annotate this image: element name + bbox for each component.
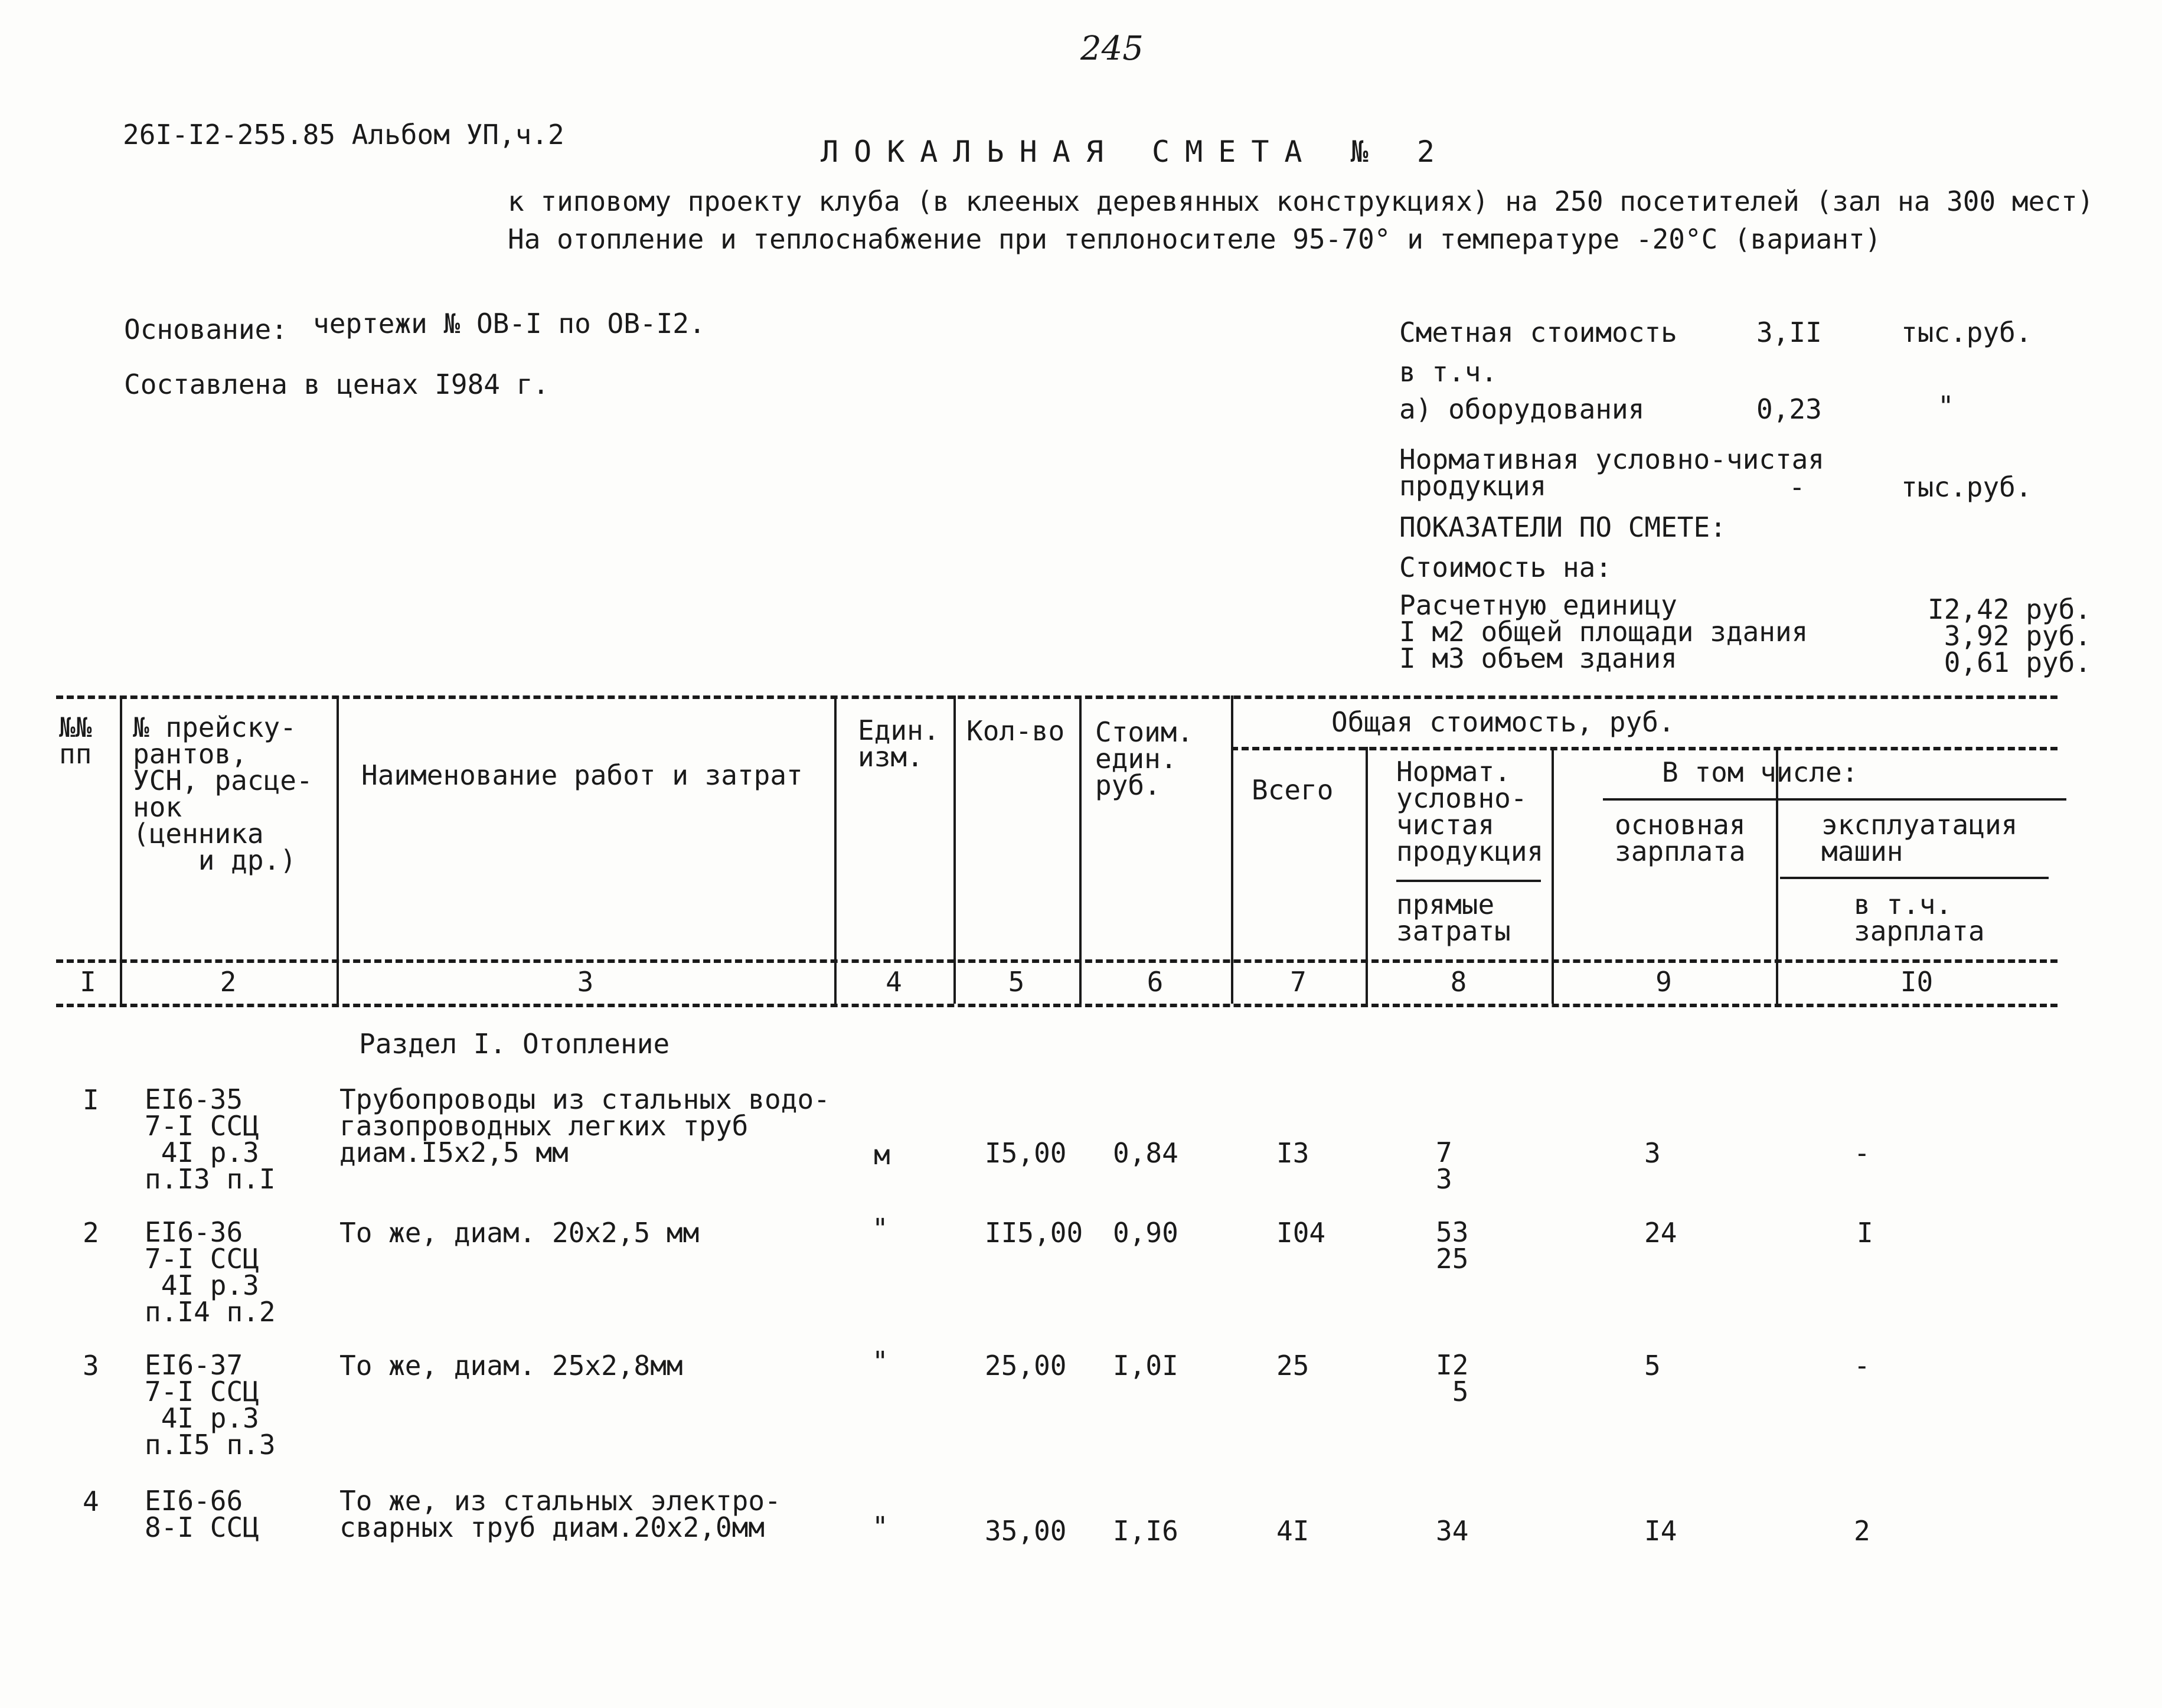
- normative-value: -: [1789, 471, 1805, 503]
- header-col-10-bottom: в т.ч. зарплата: [1854, 889, 1985, 948]
- row-machines: I: [1857, 1217, 1873, 1249]
- page-number: 245: [1080, 30, 1144, 68]
- estimate-cost-label: Сметная стоимость: [1399, 316, 1677, 348]
- header-bottom-rule: [56, 959, 2058, 963]
- col-divider-7: [1366, 747, 1368, 1004]
- column-number-3: 3: [577, 966, 594, 998]
- equipment-label: а) оборудования: [1399, 393, 1645, 425]
- row-salary: 5: [1644, 1350, 1661, 1382]
- column-number-5: 5: [1008, 966, 1025, 998]
- row-total: I3: [1276, 1137, 1309, 1169]
- row-number: 3: [83, 1350, 99, 1382]
- column-number-8: 8: [1450, 966, 1467, 998]
- estimate-cost-unit: тыс.руб.: [1901, 316, 2032, 348]
- row-unit: ": [872, 1346, 889, 1377]
- indicator-value-2: 3,92 руб.: [1944, 620, 2091, 652]
- prices-year: Составлена в ценах I984 г.: [124, 368, 550, 400]
- row-unit-price: I,I6: [1113, 1515, 1178, 1547]
- indicator-label-3: I м3 объем здания: [1399, 642, 1677, 674]
- col10-divider: [1780, 877, 2049, 879]
- col-divider-1: [120, 695, 122, 1004]
- header-col-6: Стоим. един. руб.: [1095, 716, 1194, 802]
- column-number-9: 9: [1655, 966, 1672, 998]
- column-number-1: I: [80, 966, 96, 998]
- header-col-8-top: Нормат. условно- чистая продукция: [1396, 756, 1544, 868]
- row-work-name: То же, из стальных электро- сварных труб диам.20х2,0мм: [339, 1485, 781, 1544]
- column-number-7: 7: [1290, 966, 1307, 998]
- indicators-label: ПОКАЗАТЕЛИ ПО СМЕТЕ:: [1399, 511, 1726, 543]
- header-col-2: № прейску- рантов, УСН, расце- нок (ценника и др.): [133, 711, 313, 877]
- subtitle-line-2: На отопление и теплоснабжение при теплоносителе 95-70° и температуре -20°С (вариант): [508, 223, 1882, 255]
- row-normative: I2 5: [1436, 1349, 1469, 1408]
- row-work-name: Трубопроводы из стальных водо- газопроводных легких труб диам.I5х2,5 мм: [339, 1083, 830, 1169]
- col-divider-8: [1552, 747, 1554, 1004]
- row-unit: ": [872, 1511, 889, 1543]
- indicator-label-1: Расчетную единицу: [1399, 589, 1677, 621]
- header-incl-group: В том числе:: [1662, 756, 1859, 788]
- header-col-3: Наименование работ и затрат: [361, 759, 803, 791]
- row-quantity: I5,00: [985, 1137, 1067, 1169]
- section-title: Раздел I. Отопление: [359, 1028, 670, 1060]
- row-salary: 24: [1644, 1217, 1677, 1249]
- row-work-name: То же, диам. 20х2,5 мм: [339, 1217, 700, 1249]
- row-quantity: II5,00: [985, 1217, 1083, 1249]
- header-col-9: основная зарплата: [1615, 809, 1746, 868]
- row-reference: ЕI6-35 7-I ССЦ 4I р.3 п.I3 п.I: [145, 1083, 276, 1196]
- row-reference: ЕI6-37 7-I ССЦ 4I р.3 п.I5 п.3: [145, 1349, 276, 1461]
- row-salary: 3: [1644, 1137, 1661, 1169]
- header-col-5: Кол-во: [966, 715, 1065, 747]
- row-normative: 7 3: [1436, 1137, 1452, 1196]
- normative-unit: тыс.руб.: [1901, 471, 2032, 503]
- row-normative: 34: [1436, 1515, 1469, 1547]
- row-total: I04: [1276, 1217, 1326, 1249]
- subtitle-line-1: к типовому проекту клуба (в клееных деревянных конструкциях) на 250 посетителей (зал на 300 мест): [508, 185, 2094, 217]
- col8-divider: [1396, 880, 1541, 882]
- header-total-group: Общая стоимость, руб.: [1331, 706, 1675, 738]
- row-unit-price: I,0I: [1113, 1350, 1178, 1382]
- col-divider-3: [834, 695, 837, 1004]
- incl-group-rule: [1603, 798, 2066, 801]
- col-divider-5: [1079, 695, 1082, 1004]
- normative-line-1: Нормативная условно-чистая: [1399, 443, 1825, 475]
- numbers-bottom-rule: [56, 1004, 2058, 1007]
- row-unit-price: 0,84: [1113, 1137, 1178, 1169]
- equipment-unit: ": [1938, 390, 1954, 422]
- normative-line-2: продукция: [1399, 470, 1547, 502]
- row-unit: м: [874, 1139, 890, 1171]
- row-machines: -: [1854, 1137, 1870, 1169]
- header-col-1: №№ пп: [59, 711, 92, 770]
- row-number: I: [83, 1084, 99, 1116]
- row-reference: ЕI6-66 8-I ССЦ: [145, 1485, 259, 1544]
- cost-for-label: Стоимость на:: [1399, 551, 1612, 583]
- col-divider-4: [953, 695, 956, 1004]
- row-number: 4: [83, 1485, 99, 1517]
- column-number-2: 2: [220, 966, 237, 998]
- row-number: 2: [83, 1217, 99, 1249]
- document-code: 26I-I2-255.85 Альбом УП,ч.2: [123, 119, 564, 151]
- incl-label: в т.ч.: [1399, 356, 1498, 388]
- row-total: 25: [1276, 1350, 1309, 1382]
- indicator-value-1: I2,42 руб.: [1928, 593, 2091, 625]
- row-machines: -: [1854, 1350, 1870, 1382]
- row-quantity: 35,00: [985, 1515, 1067, 1547]
- indicator-label-2: I м2 общей площади здания: [1399, 616, 1808, 648]
- col-divider-6: [1231, 695, 1233, 1004]
- page-title: ЛОКАЛЬНАЯ СМЕТА № 2: [821, 135, 1450, 169]
- column-number-6: 6: [1147, 966, 1164, 998]
- row-work-name: То же, диам. 25х2,8мм: [339, 1350, 683, 1382]
- table-top-rule: [56, 695, 2058, 699]
- row-salary: I4: [1644, 1515, 1677, 1547]
- basis-label: Основание:: [124, 313, 288, 345]
- equipment-value: 0,23: [1756, 393, 1822, 425]
- indicator-value-3: 0,61 руб.: [1944, 646, 2091, 678]
- row-unit-price: 0,90: [1113, 1217, 1178, 1249]
- column-number-4: 4: [886, 966, 902, 998]
- row-quantity: 25,00: [985, 1350, 1067, 1382]
- row-reference: ЕI6-36 7-I ССЦ 4I р.3 п.I4 п.2: [145, 1216, 276, 1328]
- row-machines: 2: [1854, 1515, 1870, 1547]
- row-unit: ": [872, 1213, 889, 1245]
- column-number-10: I0: [1900, 966, 1934, 998]
- row-total: 4I: [1276, 1515, 1309, 1547]
- row-normative: 53 25: [1436, 1216, 1469, 1275]
- header-col-8-bottom: прямые затраты: [1396, 889, 1511, 948]
- basis-value: чертежи № ОВ-I по ОВ-I2.: [313, 308, 706, 339]
- estimate-cost-value: 3,II: [1756, 316, 1822, 348]
- header-col-4: Един. изм.: [858, 714, 940, 773]
- col-divider-2: [337, 695, 339, 1004]
- total-group-rule: [1231, 747, 2058, 750]
- header-col-10-top: эксплуатация машин: [1821, 809, 2018, 868]
- header-col-7: Всего: [1252, 774, 1334, 806]
